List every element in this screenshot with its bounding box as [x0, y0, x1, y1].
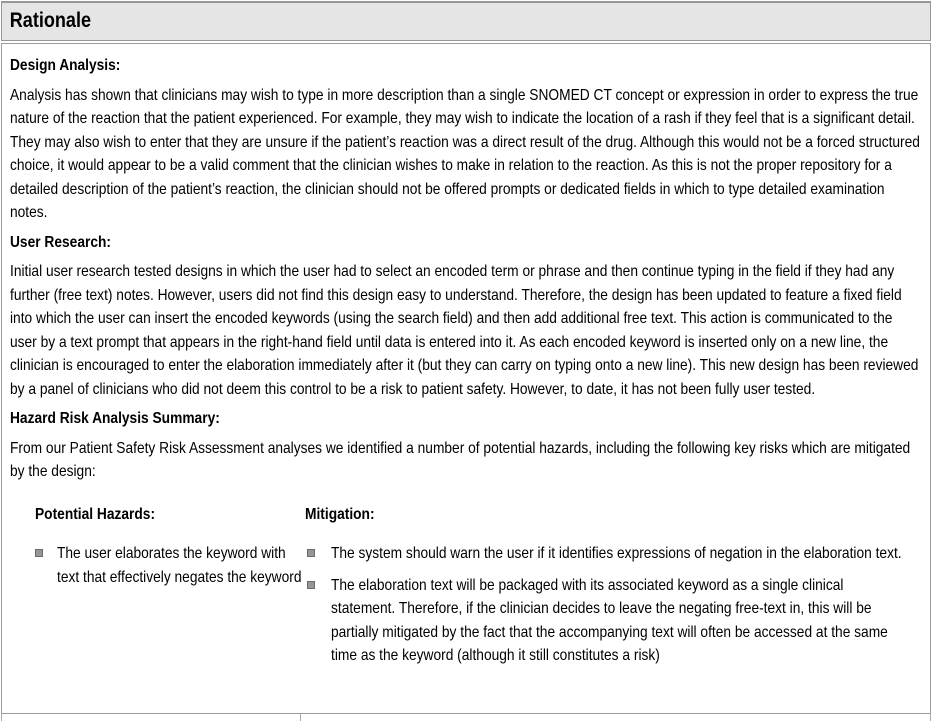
user-research-heading: User Research:	[10, 233, 111, 251]
page-title: Rationale	[9, 9, 92, 32]
column-divider	[300, 714, 301, 721]
design-analysis-paragraph: Analysis has shown that clinicians may wish to type in more description than a single SNOMED CT concept or expression in order to express the true nature of the reaction that the patient experienced. For example, they may wish to indicate the location of a rash if they feel that is a significant detail. They may also wish to enter that they are unsure if the patient’s reaction was a direct result of the drug. Although this would not be a forced structured choice, it would appear to be a valid comment that the clinician wishes to make in relation to the reaction. As this is not the proper repository for a detailed description of the patient’s reaction, the clinician should not be offered prompts or dedicated fields in which to type detailed examination notes.	[10, 86, 920, 221]
hazards-mitigation-table	[35, 503, 920, 668]
mitigation-list	[305, 542, 908, 668]
rationale-body-cell	[1, 43, 931, 714]
potential-hazards-heading: Potential Hazards:	[35, 505, 156, 523]
user-research-paragraph: Initial user research tested designs in which the user had to select an encoded term or phrase and then continue typing in the field if they had any further (free text) notes. However, users did not find this design easy to understand. Therefore, the design has been updated to feature a fixed field into which the user can insert the encoded keywords (using the search field) and then add additional free text. This action is communicated to the user by a text prompt that appears in the right-hand field until data is entered into it. As each encoded keyword is inserted only on a new line, the clinician is encouraged to enter the elaboration immediately after it (but they can carry on typing onto a new line). This new design has been reviewed by a panel of clinicians who did not deem this control to be a risk to patient safety. However, to date, it has not been fully user tested.	[10, 263, 919, 398]
square-bullet-icon	[307, 581, 315, 589]
square-bullet-icon	[307, 549, 315, 557]
potential-hazards-column	[35, 503, 305, 668]
list-item: The elaboration text will be packaged with its associated keyword as a single clinical statement. Therefore, if the clinician decides to leave the negating free-text in, this will be partially mitigated by the fact that the accompanying text will often be accessed at the same time as the keyword (although it still constitutes a risk)	[305, 574, 908, 668]
list-item: The system should warn the user if it identifies expressions of negation in the elaboration text.	[305, 542, 908, 566]
hazard-summary-heading: Hazard Risk Analysis Summary:	[10, 410, 220, 427]
list-item: The user elaborates the keyword with text that effectively negates the keyword	[35, 542, 305, 589]
mitigation-column	[305, 503, 908, 668]
next-table-row-edge	[1, 714, 931, 721]
rationale-header-row	[1, 1, 931, 41]
potential-hazards-list	[35, 542, 305, 589]
square-bullet-icon	[35, 549, 43, 557]
hazard-summary-paragraph: From our Patient Safety Risk Assessment analyses we identified a number of potential hazards, including the following key risks which are mitigated by the design:	[10, 439, 911, 480]
design-analysis-heading: Design Analysis:	[10, 57, 121, 74]
mitigation-heading: Mitigation:	[305, 505, 375, 523]
